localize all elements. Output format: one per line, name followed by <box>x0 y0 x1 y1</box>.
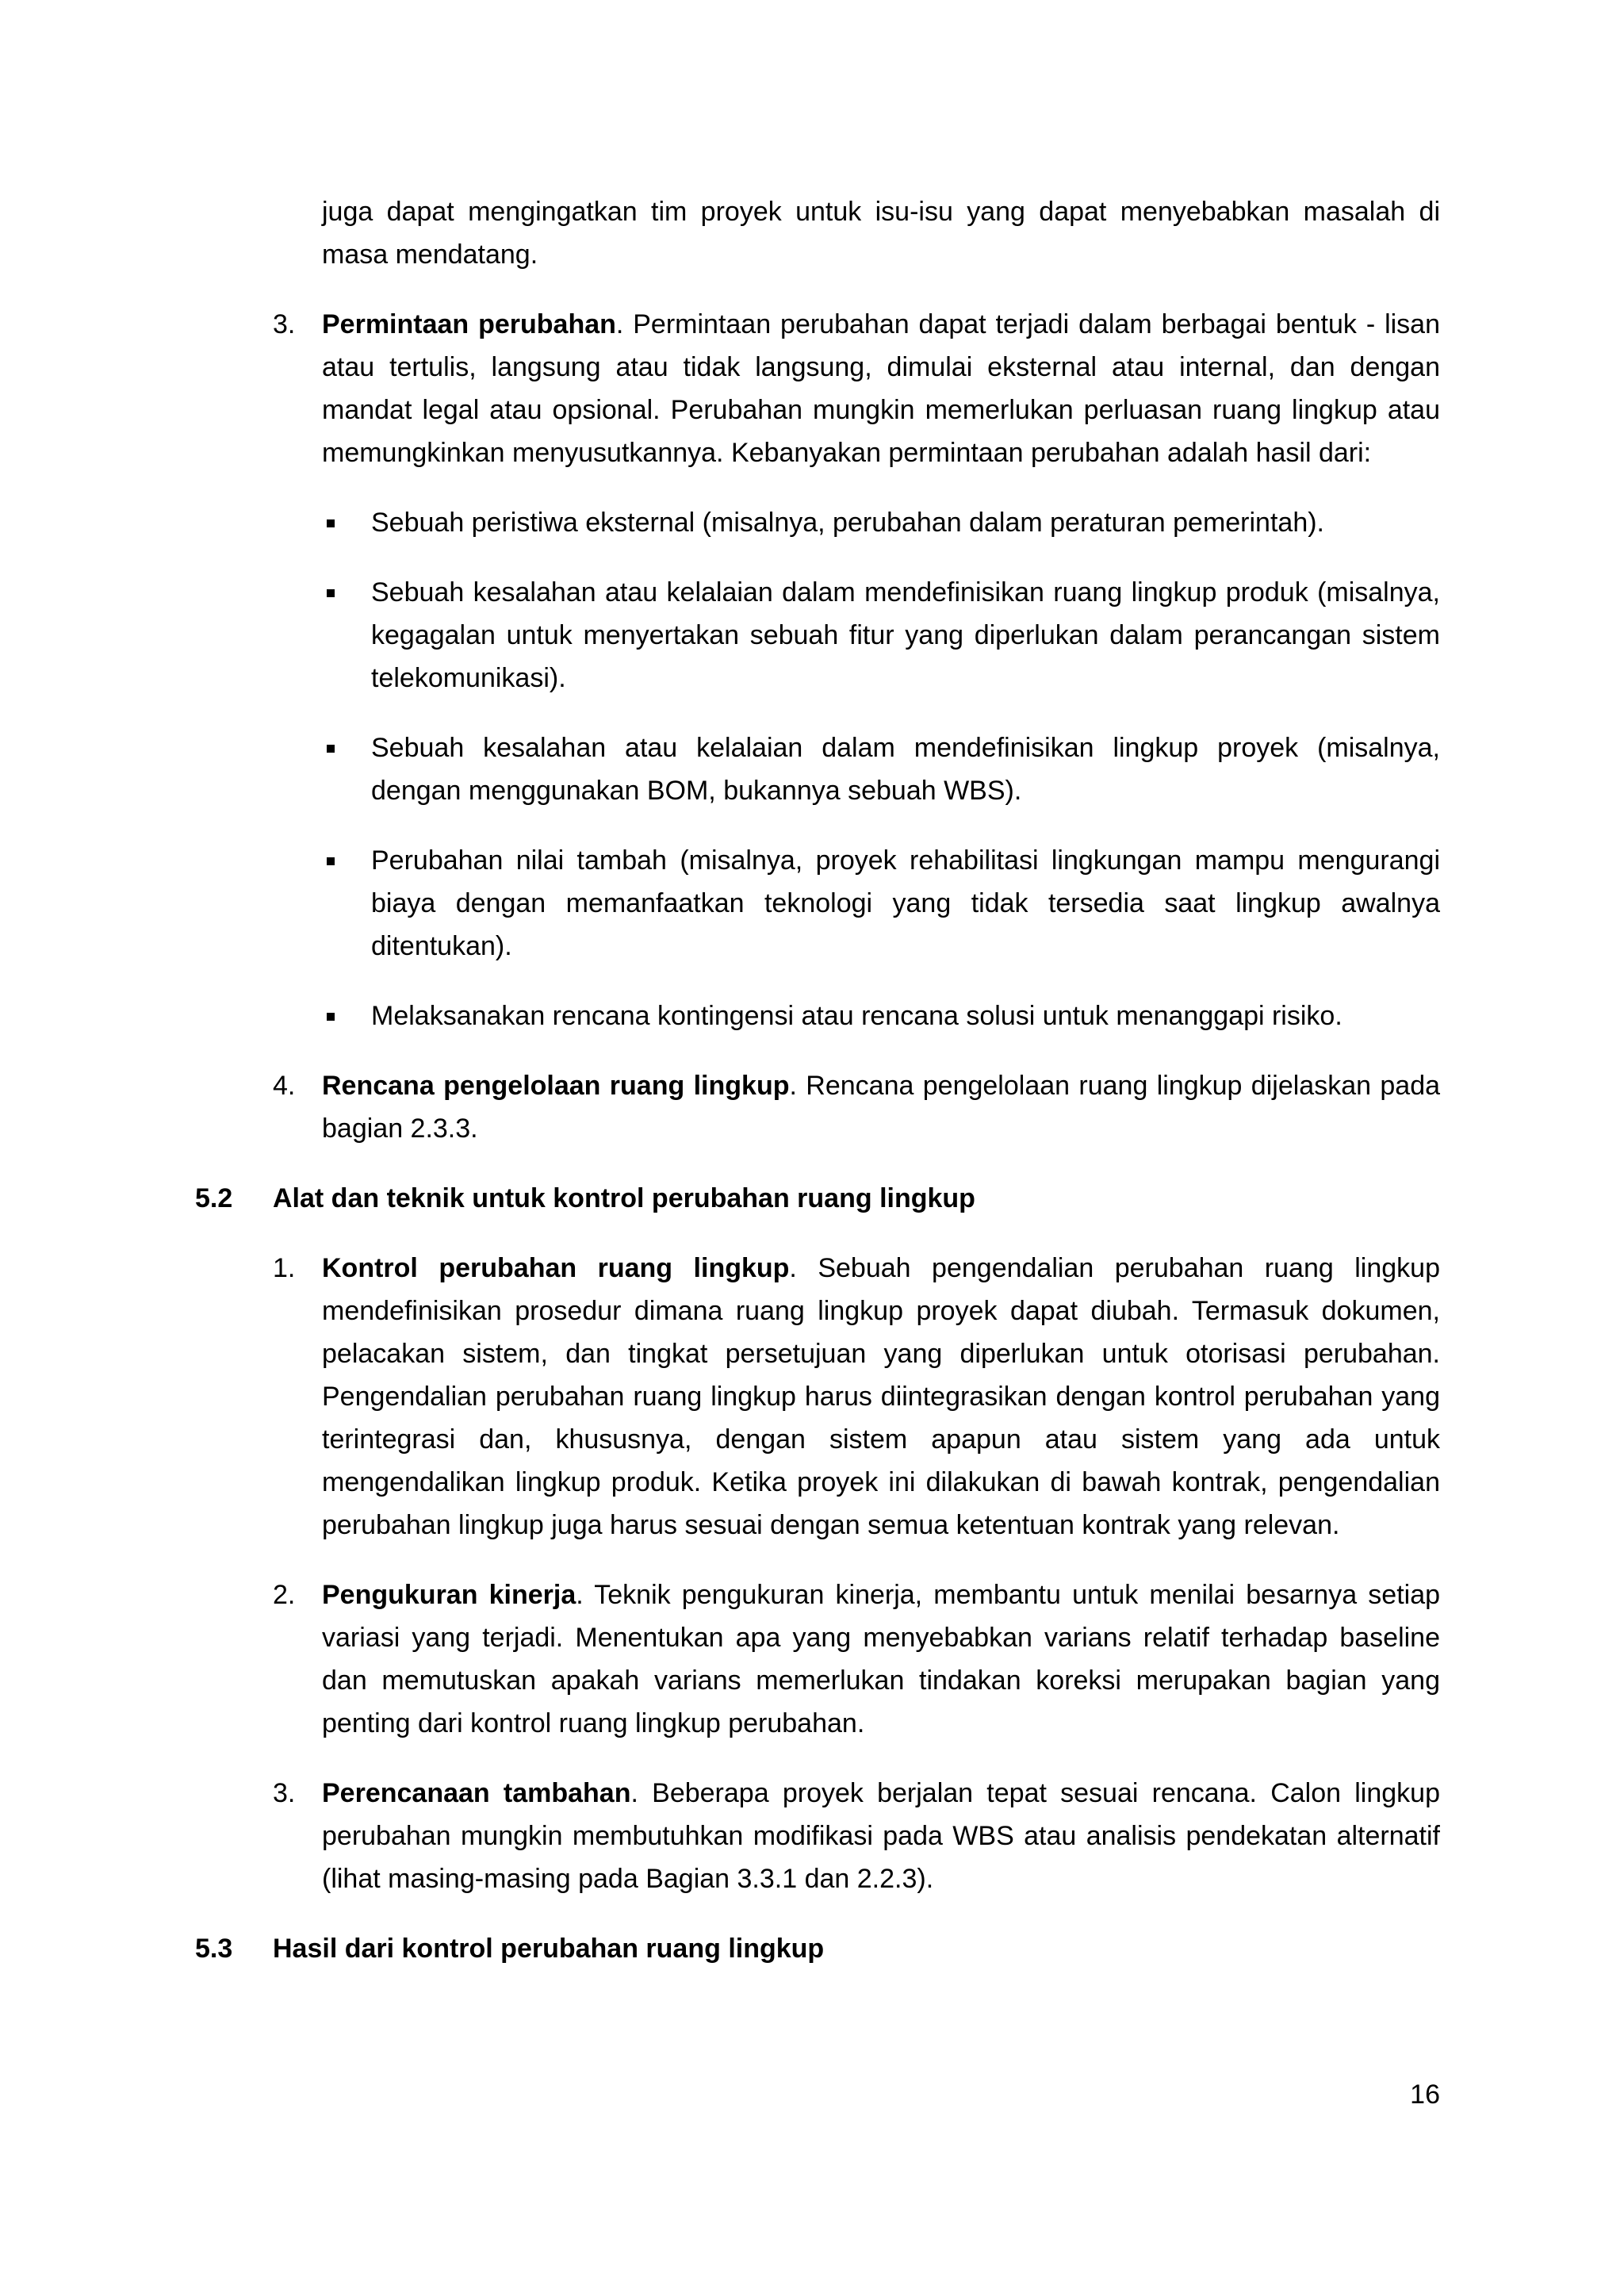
bullet-text: Sebuah kesalahan atau kelalaian dalam mendefinisikan ruang lingkup produk (misalnya, kegagalan untuk menyertakan sebuah fitur yang diperlukan dalam perancangan sistem telekomunikasi). <box>371 577 1440 693</box>
page-number: 16 <box>1410 2079 1440 2110</box>
section-number: 5.2 <box>195 1183 233 1213</box>
list-item-kontrol-perubahan <box>195 1247 1440 1547</box>
list-item-term: Perencanaan tambahan <box>322 1778 631 1808</box>
bullet-item <box>195 839 1440 968</box>
list-item-rencana-pengelolaan <box>195 1064 1440 1150</box>
bullet-item <box>195 501 1440 544</box>
section-heading-5-2 <box>195 1177 1440 1220</box>
list-item-body: . Teknik pengukuran kinerja, membantu untuk menilai besarnya setiap variasi yang terjadi. Menentukan apa yang menyebabkan varians relatif terhadap baseline dan memutuskan apakah varians memerlukan tindakan koreksi merupakan bagian yang penting dari kontrol ruang lingkup perubahan. <box>322 1580 1441 1738</box>
bullet-item <box>195 726 1440 812</box>
continuation-paragraph: juga dapat mengingatkan tim proyek untuk isu-isu yang dapat menyebabkan masalah di masa mendatang. <box>322 197 1440 270</box>
bullet-text: Sebuah kesalahan atau kelalaian dalam mendefinisikan lingkup proyek (misalnya, dengan menggunakan BOM, bukannya sebuah WBS). <box>371 733 1440 806</box>
list-item-text <box>322 1772 1440 1900</box>
list-number: 1. <box>273 1253 296 1283</box>
list-number: 3. <box>273 309 296 339</box>
bullet-list <box>195 501 1440 1037</box>
list-number: 4. <box>273 1071 296 1101</box>
section-title: Alat dan teknik untuk kontrol perubahan ruang lingkup <box>273 1183 975 1213</box>
bullet-text: Sebuah peristiwa eksternal (misalnya, perubahan dalam peraturan pemerintah). <box>371 508 1325 538</box>
page-content <box>195 190 1440 1970</box>
list-item-permintaan-perubahan <box>195 303 1440 474</box>
list-item-perencanaan-tambahan <box>195 1772 1440 1900</box>
list-item-body: . Sebuah pengendalian perubahan ruang lingkup mendefinisikan prosedur dimana ruang lingkup proyek dapat diubah. Termasuk dokumen, pelacakan sistem, dan tingkat persetujuan yang diperlukan untuk otorisasi perubahan. Pengendalian perubahan ruang lingkup harus diintegrasikan dengan kontrol perubahan yang terintegrasi dan, khususnya, dengan sistem apapun atau sistem yang ada untuk mengendalikan lingkup produk. Ketika proyek ini dilakukan di bawah kontrak, pengendalian perubahan lingkup juga harus sesuai dengan semua ketentuan kontrak yang relevan. <box>322 1253 1440 1540</box>
list-item-text <box>322 303 1440 474</box>
section-heading-5-3 <box>195 1927 1440 1970</box>
list-item-body: . Rencana pengelolaan ruang lingkup dijelaskan pada bagian 2.3.3. <box>322 1071 1441 1144</box>
list-number: 3. <box>273 1778 296 1808</box>
list-item-text <box>322 1247 1440 1547</box>
list-item-term: Kontrol perubahan ruang lingkup <box>322 1253 790 1283</box>
list-number: 2. <box>273 1580 296 1610</box>
list-item-term: Rencana pengelolaan ruang lingkup <box>322 1071 790 1101</box>
bullet-text: Perubahan nilai tambah (misalnya, proyek rehabilitasi lingkungan mampu mengurangi biaya dengan memanfaatkan teknologi yang tidak tersedia saat lingkup awalnya ditentukan). <box>371 845 1440 961</box>
bullet-item <box>195 571 1440 700</box>
square-bullet-icon <box>327 745 335 753</box>
square-bullet-icon <box>327 519 335 527</box>
list-item-term: Permintaan perubahan <box>322 309 616 339</box>
list-item-text <box>322 1064 1440 1150</box>
list-item-term: Pengukuran kinerja <box>322 1580 576 1610</box>
square-bullet-icon <box>327 857 335 865</box>
bullet-text: Melaksanakan rencana kontingensi atau rencana solusi untuk menanggapi risiko. <box>371 1001 1342 1031</box>
list-item-body: . Beberapa proyek berjalan tepat sesuai rencana. Calon lingkup perubahan mungkin membutuhkan modifikasi pada WBS atau analisis pendekatan alternatif (lihat masing-masing pada Bagian 3.3.1 dan 2.2.3). <box>322 1778 1440 1894</box>
bullet-item <box>195 995 1440 1037</box>
list-item-body: . Permintaan perubahan dapat terjadi dalam berbagai bentuk - lisan atau tertulis, langsung atau tidak langsung, dimulai eksternal atau internal, dan dengan mandat legal atau opsional. Perubahan mungkin memerlukan perluasan ruang lingkup atau memungkinkan menyusutkannya. Kebanyakan permintaan perubahan adalah hasil dari: <box>322 309 1440 468</box>
section-number: 5.3 <box>195 1934 233 1964</box>
list-item-pengukuran-kinerja <box>195 1573 1440 1745</box>
square-bullet-icon <box>327 1013 335 1021</box>
section-title: Hasil dari kontrol perubahan ruang lingkup <box>273 1934 825 1964</box>
list-item-text <box>322 1573 1440 1745</box>
square-bullet-icon <box>327 589 335 597</box>
